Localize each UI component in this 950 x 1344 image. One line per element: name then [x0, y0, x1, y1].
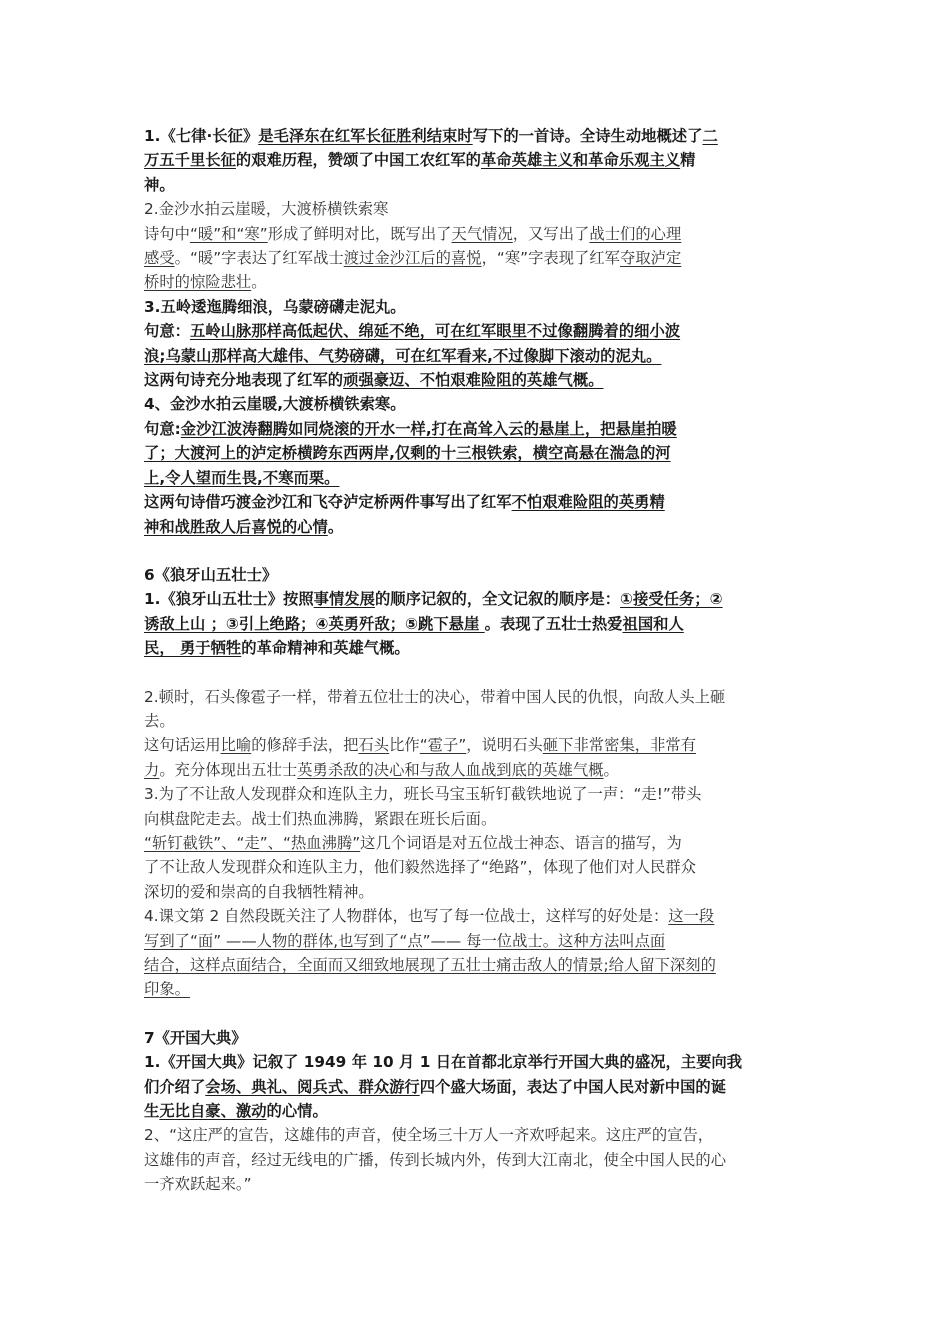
paragraph-line: 深切的爱和崇高的自我牺牲精神。 [144, 882, 374, 901]
paragraph-line: 神。 [144, 175, 175, 194]
paragraph-line: “斩钉截铁”、“走”、“热血沸腾”这几个词语是对五位战士神态、语言的描写，为 [144, 833, 682, 852]
paragraph-line: 神和战胜敌人后喜悦的心情。 [144, 517, 344, 536]
paragraph-line: 1.《狼牙山五壮士》按照事情发展的顺序记叙的，全文记叙的顺序是：①接受任务；② [144, 590, 723, 609]
paragraph-line: 句意：五岭山脉那样高低起伏、绵延不绝，可在红军眼里不过像翻腾着的细小波 [144, 322, 681, 341]
section-changzheng [144, 124, 812, 539]
paragraph-line: 4.课文第 2 自然段既关注了人物群体，也写了每一位战士，这样写的好处是：这一段 [144, 907, 715, 926]
paragraph-line: 民， 勇于牺牲的革命精神和英雄气概。 [144, 639, 410, 658]
paragraph-line: 生无比自豪、激动的心情。 [144, 1102, 328, 1121]
paragraph-line: 桥时的惊险悲壮。 [144, 273, 267, 292]
paragraph-line: 上,令人望而生畏,不寒而栗。 [144, 468, 340, 487]
question-title: 2.金沙水拍云崖暖，大渡桥横铁索寒 [144, 200, 389, 219]
paragraph-line: 这两句诗借巧渡金沙江和飞夺泸定桥两件事写出了红军不怕艰难险阻的英勇精 [144, 493, 665, 512]
question-title: 4、金沙水拍云崖暖,大渡桥横铁索寒。 [144, 395, 406, 414]
paragraph-line: 句意:金沙江波涛翻腾如同烧滚的开水一样,打在高耸入云的悬崖上，把悬崖拍暖 [144, 419, 677, 438]
paragraph-line: 诗句中“暖”和“寒”形成了鲜明对比，既写出了天气情况，又写出了战士们的心理 [144, 224, 682, 243]
paragraph-line: 了不让敌人发现群众和连队主力，他们毅然选择了“绝路”，体现了他们对人民群众 [144, 858, 696, 877]
paragraph-line: 去。 [144, 711, 175, 730]
section-kaiguodadian [144, 1026, 812, 1197]
section-heading: 6《狼牙山五壮士》 [144, 565, 278, 584]
spacer [144, 661, 812, 685]
paragraph-line: 们介绍了会场、典礼、阅兵式、群众游行四个盛大场面，表达了中国人民对新中国的诞 [144, 1077, 727, 1096]
question-title: 3.五岭逶迤腾细浪，乌蒙磅礴走泥丸。 [144, 297, 406, 316]
document-page [144, 124, 812, 1197]
paragraph-line: 写到了“面” ——人物的群体,也写到了“点”—— 每一位战士。这种方法叫点面 [144, 931, 666, 950]
paragraph-line: 这雄伟的声音，经过无线电的广播，传到长城内外，传到大江南北，使全中国人民的心 [144, 1150, 727, 1169]
paragraph-line: 印象。 [144, 980, 190, 999]
paragraph-line: 诱敌上山 ；③引上绝路；④英勇歼敌；⑤跳下悬崖 。表现了五壮士热爱祖国和人 [144, 614, 684, 633]
section-heading: 7《开国大典》 [144, 1028, 247, 1047]
paragraph-line: 感受。“暖”字表达了红军战士渡过金沙江后的喜悦，“寒”字表现了红军夺取泸定 [144, 249, 682, 268]
paragraph-line: 结合，这样点面结合，全面而又细致地展现了五壮士痛击敌人的情景;给人留下深刻的 [144, 956, 716, 974]
paragraph-line: 一齐欢跃起来。” [144, 1175, 252, 1194]
paragraph-line: 向棋盘陀走去。战士们热血沸腾，紧跟在班长后面。 [144, 809, 497, 828]
paragraph-line: 了；大渡河上的泸定桥横跨东西两岸,仅剩的十三根铁索，横空高悬在湍急的河 [144, 444, 671, 463]
spacer [144, 1002, 812, 1026]
paragraph-line: 浪;乌蒙山那样高大雄伟、气势磅礴，可在红军看来,不过像脚下滚动的泥丸。 [144, 346, 662, 365]
paragraph-line: 1.《开国大典》记叙了 1949 年 10 月 1 日在首都北京举行开国大典的盛况，主要向我 [144, 1053, 743, 1072]
spacer [144, 539, 812, 563]
paragraph-line: 3.为了不让敌人发现群众和连队主力，班长马宝玉斩钉截铁地说了一声：“走!”带头 [144, 785, 702, 804]
paragraph-line: 这句话运用比喻的修辞手法，把石头比作“雹子”，说明石头砸下非常密集，非常有 [144, 736, 697, 755]
paragraph-line: 这两句诗充分地表现了红军的顽强豪迈、不怕艰难险阻的英雄气概。 [144, 371, 604, 390]
paragraph-line: 2.顿时，石头像雹子一样，带着五位壮士的决心，带着中国人民的仇恨，向敌人头上砸 [144, 687, 726, 706]
paragraph-line: 万五千里长征的艰难历程，赞颂了中国工农红军的革命英雄主义和革命乐观主义精 [144, 151, 696, 170]
section-langyashan [144, 563, 812, 1002]
paragraph-line: 力。充分体现出五壮士英勇杀敌的决心和与敌人血战到底的英雄气概。 [144, 760, 619, 779]
paragraph-line: 1.《七律·长征》是毛泽东在红军长征胜利结束时写下的一首诗。全诗生动地概述了二 [144, 127, 718, 145]
paragraph-line: 2、“这庄严的宣告，这雄伟的声音，使全场三十万人一齐欢呼起来。这庄严的宣告， [144, 1126, 714, 1145]
